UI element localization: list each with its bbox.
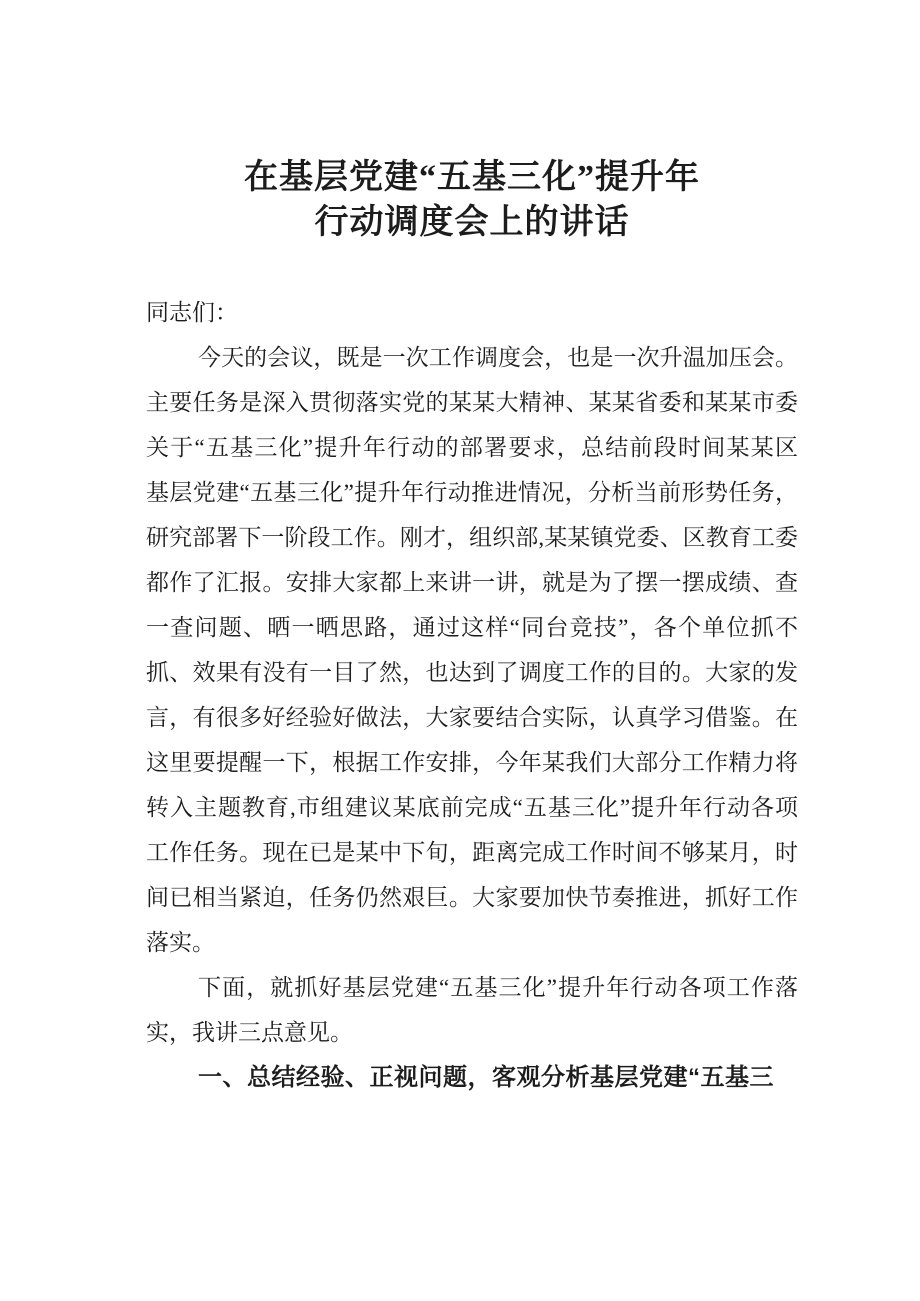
text-line: 同志们： [146,300,238,325]
text-line: 言，有很多好经验好做法，大家要结合实际，认真学习借鉴。在 [146,705,798,730]
text-line: 抓、效果有没有一目了然，也达到了调度工作的目的。大家的发 [146,660,798,685]
text-line: 转入主题教育,市组建议某底前完成“五基三化”提升年行动各项 [146,795,798,820]
text-line: 下面，就抓好基层党建“五基三化”提升年行动各项工作落 [198,975,798,1000]
text-line: 实，我讲三点意见。 [146,1020,353,1045]
paragraph-body [146,335,798,965]
heading-line: 一、总结经验、正视问题，客观分析基层党建“五基三 [198,1064,774,1091]
paragraph-body [146,965,798,1055]
document-body [146,290,798,1100]
text-line: 主要任务是深入贯彻落实党的某某大精神、某某省委和某某市委 [146,390,798,415]
document-title-line-2: 行动调度会上的讲话 [314,204,630,241]
text-line: 研究部署下一阶段工作。刚才，组织部,某某镇党委、区教育工委 [146,525,798,550]
text-line: 关于“五基三化”提升年行动的部署要求，总结前段时间某某区 [146,435,798,460]
text-line: 今天的会议，既是一次工作调度会，也是一次升温加压会。 [198,345,798,370]
text-line: 这里要提醒一下，根据工作安排，今年某我们大部分工作精力将 [146,750,798,775]
text-line: 落实。 [146,930,215,955]
paragraph-heading [146,1055,798,1100]
text-line: 工作任务。现在已是某中下旬，距离完成工作时间不够某月，时 [146,840,798,865]
text-line: 基层党建“五基三化”提升年行动推进情况，分析当前形势任务， [146,480,798,505]
document-content [146,155,798,1100]
text-line: 一查问题、晒一晒思路，通过这样“同台竞技”，各个单位抓不 [146,615,798,640]
paragraph-salutation [146,290,798,335]
document-title-line-1: 在基层党建“五基三化”提升年 [244,159,700,196]
text-line: 间已相当紧迫，任务仍然艰巨。大家要加快节奏推进，抓好工作 [146,885,798,910]
document-title [146,155,798,245]
text-line: 都作了汇报。安排大家都上来讲一讲，就是为了摆一摆成绩、查 [146,570,798,595]
